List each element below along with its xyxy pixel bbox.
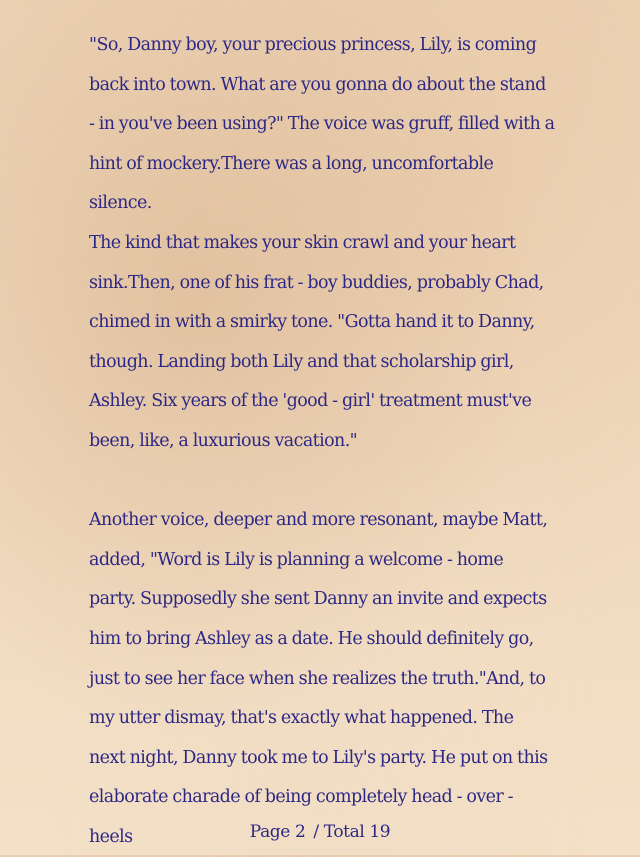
paragraph-2: Another voice, deeper and more resonant, maybe Matt, added, "Word is Lily is planning a welcome - home party. Supposedly she sent Danny an invite and expects him to bring Ashley as a date. He should definitely go, just to see her face when she realizes the truth."And, to my utter dismay, that's exactly what happened. The next night, Danny took me to Lily's party. He put on this elaborate charade of being completely head - over - heels <box>89 510 548 847</box>
page-indicator <box>0 822 640 842</box>
story-text <box>89 26 559 857</box>
page-number: Page 2 <box>249 822 306 842</box>
paragraph-1: "So, Danny boy, your precious princess, Lily, is coming back into town. What are you gonna do about the stand - in you've been using?" The voice was gruff, filled with a hint of mockery.There was a long, uncomfortable silence. The kind that makes your skin crawl and your heart sink.Then, one of his frat - boy buddies, probably Chad, chimed in with a smirky tone. "Gotta hand it to Danny, though. Landing both Lily and that scholarship girl, Ashley. Six years of the 'good - girl' treatment must've been, like, a luxurious vacation." <box>89 35 555 451</box>
page-total: / Total 19 <box>313 822 391 842</box>
